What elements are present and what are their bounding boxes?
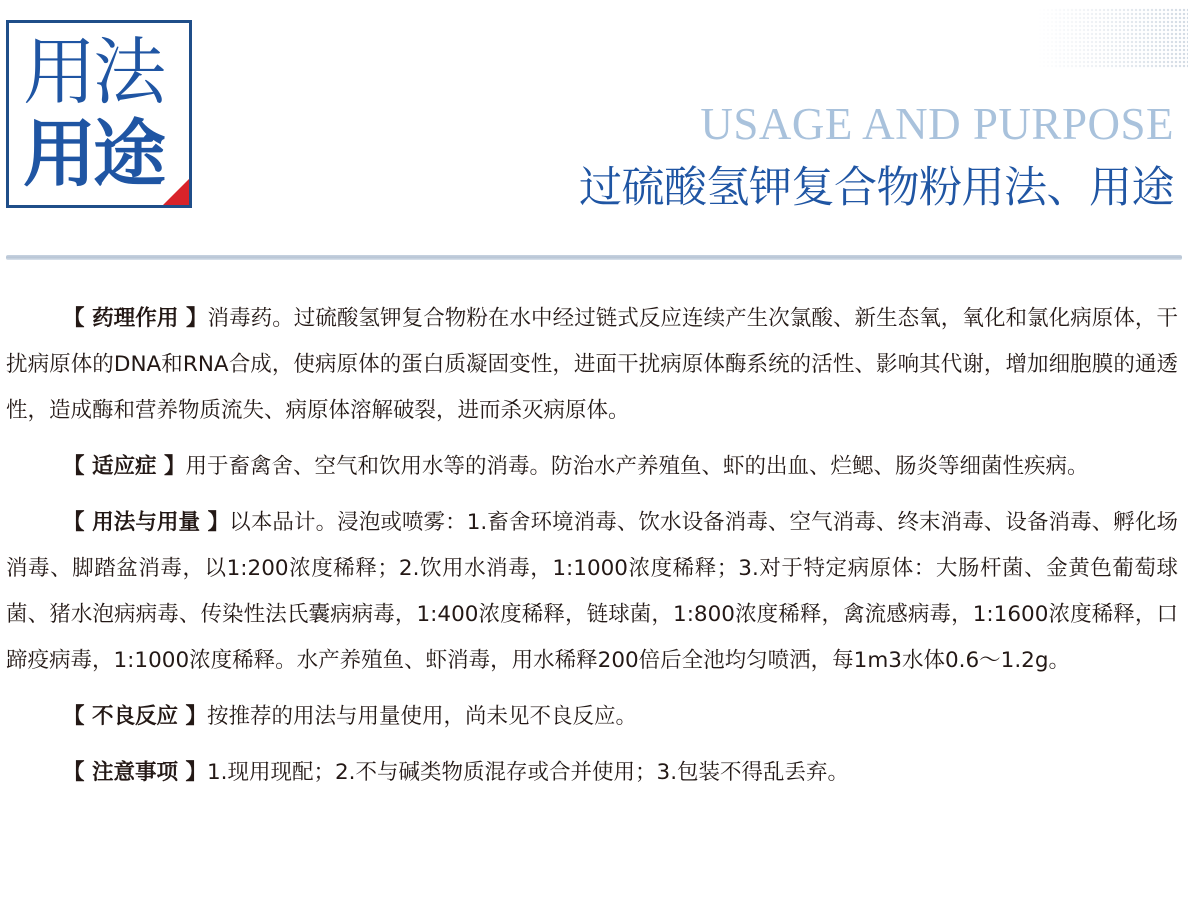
section-pharmacology xyxy=(6,296,1178,434)
section-text: 1.现用现配；2.不与碱类物质混存或合并使用；3.包装不得乱丢弃。 xyxy=(206,760,850,785)
section-title-box xyxy=(6,20,192,208)
section-label: 【 不良反应 】 xyxy=(63,704,207,729)
section-precautions xyxy=(6,750,1178,796)
section-text: 按推荐的用法与用量使用，尚未见不良反应。 xyxy=(206,704,637,729)
english-heading: USAGE AND PURPOSE xyxy=(700,99,1174,149)
section-text: 消毒药。过硫酸氢钾复合物粉在水中经过链式反应连续产生次氯酸、新生态氧，氧化和氯化病原体，干扰病原体的DNA和RNA合成，使病原体的蛋白质凝固变性，进面干扰病原体酶系统的活性、影响其代谢，增加细胞膜的通透性，造成酶和营养物质流失、病原体溶解破裂，进而杀灭病原体。 xyxy=(6,306,1178,423)
red-corner-accent xyxy=(163,179,189,205)
chinese-heading: 过硫酸氢钾复合物粉用法、用途 xyxy=(579,163,1174,213)
document-body xyxy=(6,296,1178,806)
section-label: 【 适应症 】 xyxy=(63,454,186,479)
title-line-2: 用途 xyxy=(23,112,163,197)
section-label: 【 药理作用 】 xyxy=(63,306,208,331)
section-text: 以本品计。浸泡或喷雾：1.畜舍环境消毒、饮水设备消毒、空气消毒、终末消毒、设备消毒、孵化场消毒、脚踏盆消毒，以1:200浓度稀释；2.饮用水消毒，1:1000浓度稀释；3.对于特定病原体：大肠杆菌、金黄色葡萄球菌、猪水泡病病毒、传染性法氏囊病病毒，1:400浓度稀释，链球菌，1:800浓度稀释，禽流感病毒，1:1600浓度稀释，口蹄疫病毒，1:1000浓度稀释。水产养殖鱼、虾消毒，用水稀释200倍后全池均匀喷洒，每1m3水体0.6～1.2g。 xyxy=(6,510,1178,673)
section-label: 【 用法与用量 】 xyxy=(63,510,230,535)
section-text: 用于畜禽舍、空气和饮用水等的消毒。防治水产养殖鱼、虾的出血、烂鳃、肠炎等细菌性疾病。 xyxy=(185,454,1089,479)
decorative-texture xyxy=(1038,8,1188,68)
section-dosage xyxy=(6,500,1178,684)
header-divider xyxy=(6,255,1182,260)
section-adverse-reactions xyxy=(6,694,1178,740)
section-label: 【 注意事项 】 xyxy=(63,760,207,785)
title-line-1: 用法 xyxy=(23,30,163,115)
section-indications xyxy=(6,444,1178,490)
